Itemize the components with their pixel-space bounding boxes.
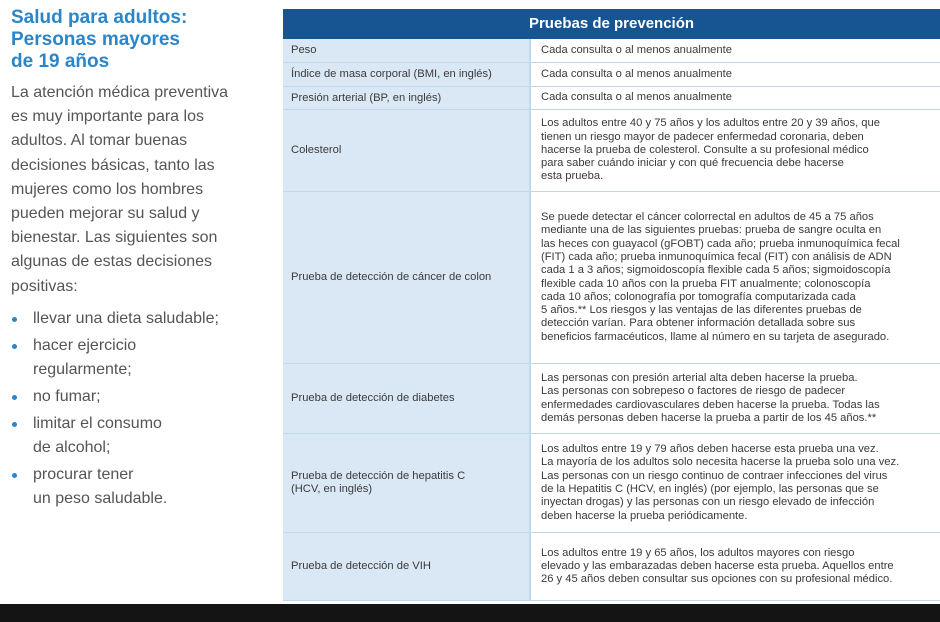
row-text-line: hacerse la prueba de colesterol. Consulte a su profesional médico xyxy=(541,143,869,156)
row-description xyxy=(529,39,940,62)
row-description xyxy=(529,434,940,532)
table-title: Pruebas de prevención xyxy=(283,9,940,39)
table-row xyxy=(283,364,940,434)
row-label-line: Prueba de detección de hepatitis C xyxy=(291,470,466,482)
list-item xyxy=(11,307,273,331)
intro-line: es muy importante para los xyxy=(11,108,204,126)
row-text-line: Cada consulta o al menos anualmente xyxy=(541,43,732,56)
intro-line: positivas: xyxy=(11,277,78,295)
row-text-line: 5 años.** Los riesgos y las ventajas de las diferentes pruebas de xyxy=(541,304,862,317)
bottom-bar xyxy=(0,604,940,622)
bullet-dot-icon xyxy=(12,395,17,400)
list-item xyxy=(11,334,273,382)
row-text-line: deben hacerse la prueba periódicamente. xyxy=(541,509,748,522)
row-label xyxy=(283,63,529,86)
row-description xyxy=(529,63,940,86)
row-text-line: flexible cada 10 años con la prueba FIT anualmente; colonoscopía xyxy=(541,277,871,290)
list-item-text: un peso saludable. xyxy=(33,489,168,507)
row-text-line: La mayoría de los adultos solo necesita hacerse la prueba solo una vez. xyxy=(541,456,900,469)
row-label-line: Prueba de detección de VIH xyxy=(291,560,431,572)
list-item xyxy=(11,412,273,460)
bullet-dot-icon xyxy=(12,344,17,349)
bullet-dot-icon xyxy=(12,422,17,427)
row-text-line: Los adultos entre 40 y 75 años y los adultos entre 20 y 39 años, que xyxy=(541,117,880,130)
table-row xyxy=(283,87,940,110)
row-text-line: Las personas con presión arterial alta deben hacerse la prueba. xyxy=(541,371,858,384)
row-label-line: Presión arterial (BP, en inglés) xyxy=(291,91,442,104)
table-row xyxy=(283,110,940,192)
row-label-line: Prueba de detección de diabetes xyxy=(291,392,455,404)
row-text-line: demás personas deben hacerse la prueba a partir de los 45 años.** xyxy=(541,411,877,424)
table-row xyxy=(283,63,940,87)
list-item-text: de alcohol; xyxy=(33,438,111,456)
row-label xyxy=(283,434,529,532)
intro-paragraph xyxy=(11,81,273,299)
row-description xyxy=(529,192,940,363)
table-row xyxy=(283,533,940,601)
list-item-text: no fumar; xyxy=(33,387,101,405)
row-description xyxy=(529,364,940,433)
row-description xyxy=(529,110,940,191)
table-row xyxy=(283,39,940,63)
row-text-line: beneficios farmacéuticos, llame al número en su tarjeta de asegurado. xyxy=(541,330,890,343)
row-description xyxy=(529,87,940,109)
row-label xyxy=(283,87,529,109)
list-item xyxy=(11,385,273,409)
bullet-dot-icon xyxy=(12,317,17,322)
table-row xyxy=(283,192,940,364)
row-text-line: Cada consulta o al menos anualmente xyxy=(541,67,732,80)
heading-line: de 19 años xyxy=(11,51,110,72)
row-text-line: Cada consulta o al menos anualmente xyxy=(541,91,732,104)
row-label xyxy=(283,533,529,600)
row-label xyxy=(283,110,529,191)
row-label-line: Peso xyxy=(291,44,317,56)
row-text-line: cada 1 a 3 años; sigmoidoscopía flexible cada 5 años; sigmoidoscopía xyxy=(541,264,891,277)
healthy-choices-list xyxy=(11,307,273,511)
list-item-text: limitar el consumo xyxy=(33,414,162,432)
table-row xyxy=(283,434,940,533)
intro-line: decisiones básicas, tanto las xyxy=(11,156,215,174)
row-text-line: Las personas con sobrepeso o factores de riesgo de padecer xyxy=(541,385,846,398)
row-text-line: Los adultos entre 19 y 65 años, los adultos mayores con riesgo xyxy=(541,546,855,559)
row-label-line: (HCV, en inglés) xyxy=(291,483,373,495)
row-text-line: Los adultos entre 19 y 79 años deben hacerse esta prueba una vez. xyxy=(541,443,879,456)
intro-line: bienestar. Las siguientes son xyxy=(11,229,218,247)
row-text-line: esta prueba. xyxy=(541,170,604,183)
row-text-line: Se puede detectar el cáncer colorrectal en adultos de 45 a 75 años xyxy=(541,211,874,224)
row-text-line: cada 10 años; colonografía por tomografía computarizada cada xyxy=(541,290,856,303)
list-item-text: llevar una dieta saludable; xyxy=(33,309,219,327)
row-label-lines xyxy=(291,470,465,496)
row-text-line: 26 y 45 años deben consultar sus opciones con su profesional médico. xyxy=(541,573,893,586)
prevention-table xyxy=(283,9,940,601)
list-item-text: hacer ejercicio xyxy=(33,336,137,354)
list-item xyxy=(11,463,273,511)
heading-line: Salud para adultos: xyxy=(11,7,188,28)
intro-line: pueden mejorar su salud y xyxy=(11,205,200,223)
row-label xyxy=(283,364,529,433)
row-text-line: (FIT) cada año; prueba inmunoquímica fecal (FIT) con análisis de ADN xyxy=(541,250,892,263)
intro-line: mujeres como los hombres xyxy=(11,180,204,198)
list-item-text: procurar tener xyxy=(33,465,134,483)
list-item-text: regularmente; xyxy=(33,360,132,378)
row-text-line: mediante una de las siguientes pruebas: prueba de sangre oculta en xyxy=(541,224,882,237)
heading-line: Personas mayores xyxy=(11,29,180,50)
intro-panel xyxy=(11,7,273,514)
row-text-line: enfermedades cardiovasculares deben hacerse la prueba. Todas las xyxy=(541,398,880,411)
row-text-line: de la Hepatitis C (HCV, en inglés) (por ejemplo, las personas que se xyxy=(541,483,879,495)
intro-line: adultos. Al tomar buenas xyxy=(11,132,188,150)
row-label xyxy=(283,192,529,363)
row-text-line: elevado y las embarazadas deben hacerse esta prueba. Aquellos entre xyxy=(541,559,894,572)
row-label-line: Índice de masa corporal (BMI, en inglés) xyxy=(291,68,492,80)
row-label-line: Colesterol xyxy=(291,144,342,156)
row-text-line: tienen un riesgo mayor de padecer enfermedad coronaria, deben xyxy=(541,130,864,143)
row-text-line: detección varían. Para obtener información detallada sobre sus xyxy=(541,317,856,330)
bullet-dot-icon xyxy=(12,473,17,478)
intro-line: algunas de estas decisiones xyxy=(11,253,213,271)
row-label xyxy=(283,39,529,62)
row-text-line: Las personas con un riesgo continuo de contraer infecciones del virus xyxy=(541,469,888,482)
row-text-line: inyectan drogas) y las personas con un riesgo elevado de infección xyxy=(541,496,875,509)
row-label-line: Prueba de detección de cáncer de colon xyxy=(291,271,492,283)
row-text-line: las heces con guayacol (gFOBT) cada año; prueba inmunoquímica fecal xyxy=(541,237,900,250)
page-heading xyxy=(11,7,273,73)
row-text-line: para saber cuándo iniciar y con qué frecuencia debe hacerse xyxy=(541,157,844,170)
row-description xyxy=(529,533,940,600)
intro-line: La atención médica preventiva xyxy=(11,84,229,101)
